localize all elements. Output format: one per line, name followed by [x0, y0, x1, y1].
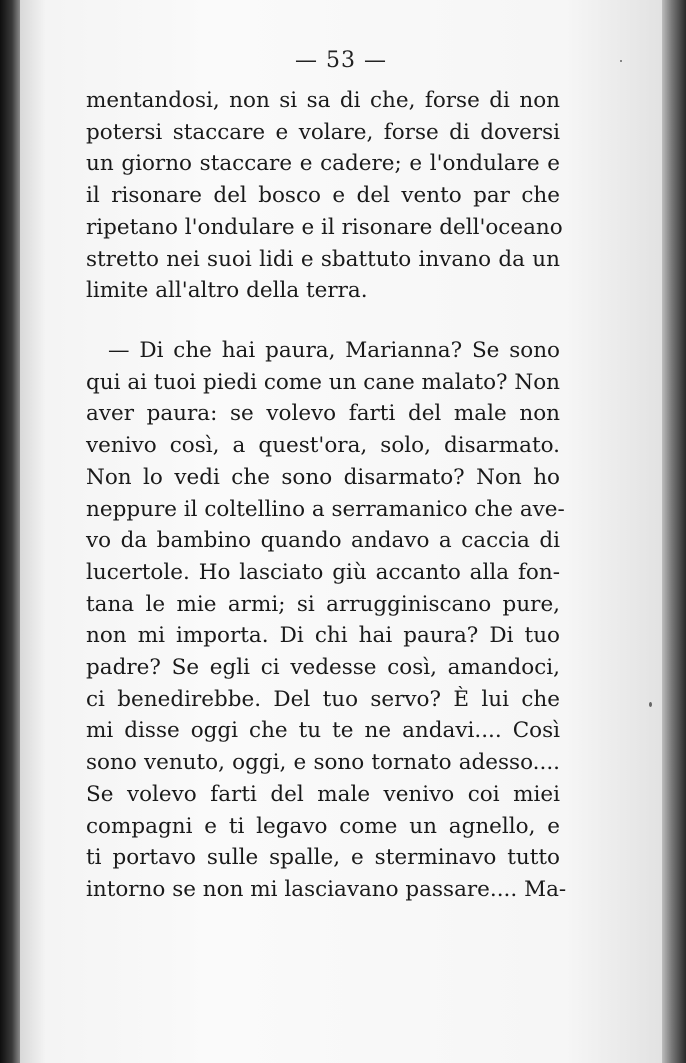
text-line: stretto nei suoi lidi e sbattuto invano da un: [86, 246, 560, 272]
text-line: non mi importa. Di chi hai paura? Di tuo: [86, 623, 560, 649]
book-page: [20, 0, 662, 1063]
text-line: compagni e ti legavo come un agnello, e: [86, 813, 560, 839]
text-line: lucertole. Ho lasciato giù accanto alla fon-: [86, 559, 560, 585]
text-line: Non lo vedi che sono disarmato? Non ho: [86, 464, 560, 490]
scan-right-edge: [662, 0, 686, 1063]
text-line: ci benedirebbe. Del tuo servo? È lui che: [86, 686, 560, 712]
text-line: ripetano l'ondulare e il risonare dell'oceano: [86, 214, 563, 240]
text-line: venivo così, a quest'ora, solo, disarmato.: [86, 433, 560, 459]
text-line: qui ai tuoi piedi come un cane malato? Non: [86, 369, 560, 395]
text-line: neppure il coltellino a serramanico che ave-: [86, 496, 565, 522]
text-line: vo da bambino quando andavo a caccia di: [86, 528, 560, 554]
text-line: padre? Se egli ci vedesse così, amandoci,: [86, 655, 560, 681]
text-line: — Di che hai paura, Marianna? Se sono: [108, 338, 560, 363]
scan-left-edge: [0, 0, 20, 1063]
scan-speck: [620, 60, 622, 62]
text-line: Se volevo farti del male venivo coi miei: [86, 781, 560, 807]
page-number: — 53 —: [295, 48, 387, 73]
text-line: limite all'altro della terra.: [86, 278, 368, 304]
paragraph-2: [86, 335, 567, 906]
text-line: mentandosi, non si sa di che, forse di non: [86, 88, 560, 113]
text-line: aver paura: se volevo farti del male non: [86, 401, 560, 427]
text-line: potersi staccare e volare, forse di doversi: [86, 119, 560, 145]
text-line: mi disse oggi che tu te ne andavi.... Così: [86, 718, 560, 744]
scan-speck: [649, 702, 652, 707]
text-line: tana le mie armi; si arrugginiscano pure,: [86, 591, 560, 617]
text-line: ti portavo sulle spalle, e sterminavo tutto: [86, 845, 560, 871]
text-line: intorno se non mi lasciavano passare.... Ma-: [86, 876, 567, 902]
text-line: il risonare del bosco e del vento par che: [86, 183, 560, 209]
text-line: un giorno staccare e cadere; e l'ondulare e: [86, 151, 560, 177]
paragraph-1: [86, 85, 563, 307]
text-line: sono venuto, oggi, e sono tornato adesso....: [86, 750, 560, 776]
